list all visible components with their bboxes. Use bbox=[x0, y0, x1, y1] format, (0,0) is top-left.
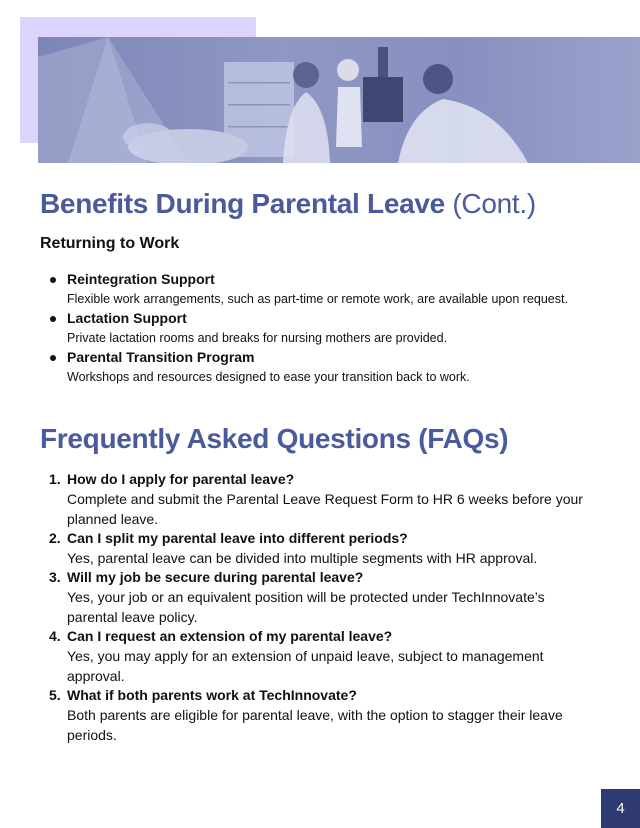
faq-question: Can I split my parental leave into different periods? bbox=[67, 530, 408, 546]
bullet-icon bbox=[50, 316, 56, 322]
benefit-description: Private lactation rooms and breaks for nursing mothers are provided. bbox=[67, 331, 448, 345]
faq-question: Will my job be secure during parental leave? bbox=[67, 569, 364, 585]
list-item bbox=[40, 270, 600, 309]
faq-number: 4. bbox=[49, 628, 61, 644]
list-item bbox=[40, 470, 600, 529]
list-item bbox=[40, 529, 600, 568]
benefit-title: Reintegration Support bbox=[67, 271, 215, 287]
faq-number: 5. bbox=[49, 687, 61, 703]
faq-heading: Frequently Asked Questions (FAQs) bbox=[40, 423, 509, 454]
title-suffix: (Cont.) bbox=[452, 188, 536, 219]
faq-question: What if both parents work at TechInnovate? bbox=[67, 687, 357, 703]
returning-heading: Returning to Work bbox=[40, 235, 180, 252]
faq-answer: Yes, parental leave can be divided into multiple segments with HR approval. bbox=[67, 550, 538, 566]
page-number-badge: 4 bbox=[601, 789, 640, 828]
list-item bbox=[40, 348, 600, 387]
faq-list bbox=[40, 470, 600, 745]
benefit-description: Workshops and resources designed to ease your transition back to work. bbox=[67, 370, 470, 384]
benefit-title: Parental Transition Program bbox=[67, 349, 255, 365]
bullet-icon bbox=[50, 355, 56, 361]
page-title: Benefits During Parental Leave (Cont.) bbox=[40, 188, 536, 219]
bullet-icon bbox=[50, 277, 56, 283]
faq-question: How do I apply for parental leave? bbox=[67, 471, 295, 487]
list-item bbox=[40, 309, 600, 348]
list-item bbox=[40, 686, 600, 745]
faq-answer: Yes, you may apply for an extension of unpaid leave, subject to management approval. bbox=[67, 648, 544, 684]
returning-benefits-list bbox=[40, 270, 600, 387]
benefit-title: Lactation Support bbox=[67, 310, 187, 326]
faq-answer: Complete and submit the Parental Leave Request Form to HR 6 weeks before your planned leave. bbox=[67, 491, 583, 527]
benefit-description: Flexible work arrangements, such as part-time or remote work, are available upon request. bbox=[67, 292, 568, 306]
list-item bbox=[40, 627, 600, 686]
faq-number: 1. bbox=[49, 471, 61, 487]
faq-number: 2. bbox=[49, 530, 61, 546]
faq-answer: Both parents are eligible for parental leave, with the option to stagger their leave periods. bbox=[67, 707, 563, 743]
faq-number: 3. bbox=[49, 569, 61, 585]
hero-family-photo bbox=[38, 37, 640, 163]
faq-answer: Yes, your job or an equivalent position will be protected under TechInnovate’s parental leave policy. bbox=[67, 589, 545, 625]
list-item bbox=[40, 568, 600, 627]
faq-question: Can I request an extension of my parental leave? bbox=[67, 628, 393, 644]
